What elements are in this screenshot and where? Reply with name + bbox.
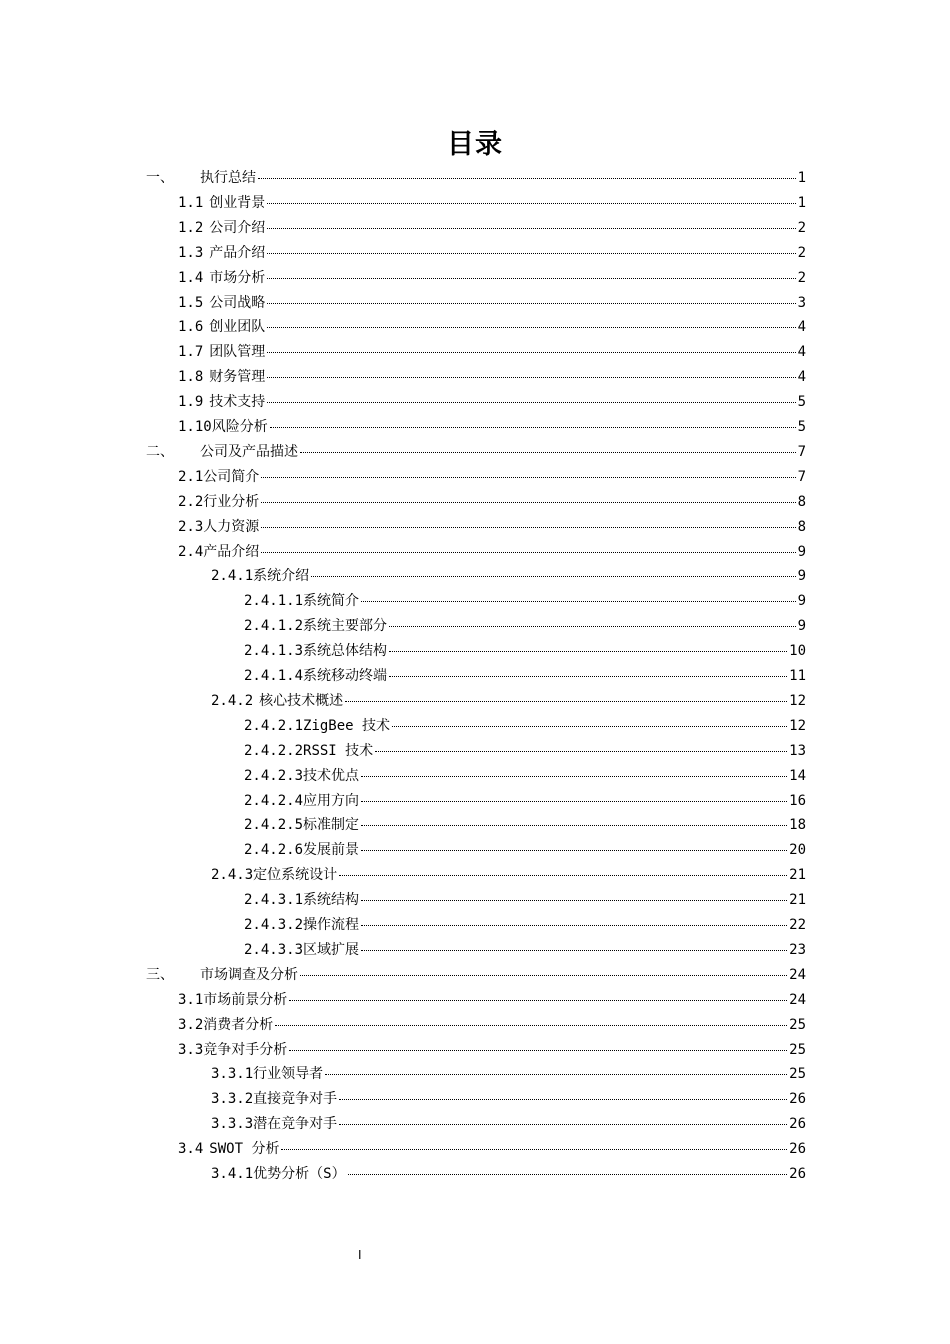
toc-entry[interactable]	[178, 415, 806, 440]
dot-leader	[361, 949, 787, 951]
toc-entry-page: 8	[797, 493, 806, 510]
toc-entry-label: 风险分析	[211, 419, 268, 435]
dot-leader	[361, 899, 787, 901]
toc-entry[interactable]	[178, 291, 806, 316]
toc-entry-label: 创业团队	[209, 319, 266, 336]
toc-entry-page: 5	[797, 394, 806, 411]
toc-entry-page: 25	[789, 1066, 806, 1083]
dot-leader	[267, 302, 795, 304]
toc-entry-label: 公司战略	[209, 294, 266, 311]
toc-entry-number: 2.4.1	[211, 568, 254, 585]
toc-entry-label: ZigBee 技术	[303, 717, 391, 734]
toc-entry-page: 14	[789, 767, 806, 784]
dot-leader	[267, 227, 795, 229]
toc-entry-label: 公司简介	[203, 468, 260, 485]
dot-leader	[339, 874, 787, 876]
toc-entry-number: 一、	[146, 170, 174, 186]
toc-entry-page: 16	[789, 792, 806, 809]
toc-entry-number: 二、	[146, 443, 174, 460]
toc-entry-label: 系统介绍	[253, 568, 310, 585]
toc-entry-page: 4	[797, 369, 806, 386]
toc-entry-label: 应用方向	[303, 792, 360, 809]
toc-entry[interactable]	[244, 589, 806, 614]
toc-entry[interactable]	[146, 440, 806, 465]
toc-entry-label: 公司介绍	[209, 219, 266, 236]
dot-leader	[300, 451, 796, 453]
toc-entry[interactable]	[178, 1137, 806, 1162]
toc-entry-label: 直接竞争对手	[253, 1091, 338, 1108]
toc-entry-label: 优势分析（S）	[253, 1166, 346, 1182]
toc-entry-page: 8	[797, 518, 806, 535]
toc-entry-number: 3.3.2	[211, 1091, 254, 1108]
toc-entry-number: 3.4	[178, 1141, 204, 1158]
dot-leader	[275, 1024, 787, 1026]
toc-entry-number: 2.4.1.2	[244, 618, 304, 635]
dot-leader	[267, 202, 795, 204]
toc-entry-number: 1.5	[178, 294, 204, 311]
toc-entry[interactable]	[244, 764, 806, 789]
toc-entry-page: 22	[789, 917, 806, 933]
toc-entry-label: 系统结构	[303, 892, 360, 909]
toc-entry-page: 26	[789, 1166, 806, 1182]
toc-entry-label: 操作流程	[303, 917, 360, 933]
toc-entry[interactable]	[211, 863, 806, 888]
toc-entry-page: 23	[789, 941, 806, 958]
toc-entry[interactable]	[244, 664, 806, 689]
toc-entry-number: 1.3	[178, 244, 204, 261]
toc-entry-page: 2	[797, 244, 806, 261]
toc-entry-number: 3.3.3	[211, 1116, 254, 1133]
toc-entry[interactable]	[244, 714, 806, 739]
toc-entry-label: 系统简介	[303, 593, 360, 610]
toc-entry[interactable]	[178, 191, 806, 216]
dot-leader	[389, 625, 796, 627]
toc-entry-page: 11	[789, 668, 806, 684]
toc-entry[interactable]	[244, 614, 806, 639]
toc-entry-page: 9	[797, 618, 806, 635]
dot-leader	[361, 824, 787, 826]
toc-entry-label: 创业背景	[209, 194, 266, 211]
dot-leader	[258, 177, 796, 179]
toc-entry-number: 2.4.1.3	[244, 643, 304, 660]
toc-entry[interactable]	[211, 1087, 806, 1112]
toc-entry-label: 技术优点	[303, 767, 360, 784]
toc-entry-page: 12	[789, 717, 806, 734]
toc-entry-page: 12	[789, 692, 806, 709]
dot-leader	[300, 974, 787, 976]
dot-leader	[392, 725, 787, 727]
dot-leader	[267, 252, 795, 254]
toc-entry[interactable]	[178, 465, 806, 490]
toc-entry[interactable]	[178, 515, 806, 540]
toc-entry-label: 定位系统设计	[253, 867, 338, 884]
toc-entry-number: 2.4.1.1	[244, 593, 304, 610]
toc-entry-label: 行业领导者	[253, 1066, 324, 1083]
toc-entry-label: 人力资源	[203, 518, 260, 535]
toc-entry-number: 2.1	[178, 468, 204, 485]
toc-entry-label: 技术支持	[209, 394, 266, 411]
toc-entry[interactable]	[178, 266, 806, 291]
dot-leader	[267, 277, 795, 279]
toc-entry-number: 2.4.2	[211, 692, 254, 709]
toc-entry[interactable]	[178, 365, 806, 390]
toc-entry[interactable]	[244, 813, 806, 838]
toc-entry[interactable]	[178, 216, 806, 241]
toc-entry-number: 2.4.3.2	[244, 917, 304, 933]
toc-entry-label: 团队管理	[209, 344, 266, 361]
dot-leader	[289, 999, 787, 1001]
dot-leader	[270, 426, 796, 428]
toc-entry-number: 2.4.3.3	[244, 941, 304, 958]
dot-leader	[345, 700, 787, 702]
toc-entry-page: 24	[789, 966, 806, 983]
toc-entry-page: 9	[797, 568, 806, 585]
dot-leader	[389, 650, 787, 652]
dot-leader	[339, 1123, 787, 1125]
toc-entry-number: 1.4	[178, 269, 204, 286]
dot-leader	[361, 924, 787, 926]
toc-entry-page: 9	[797, 593, 806, 610]
toc-entry[interactable]	[178, 490, 806, 515]
toc-entry-page: 1	[797, 194, 806, 211]
toc-entry[interactable]	[178, 315, 806, 340]
toc-entry-number: 1.2	[178, 219, 204, 236]
toc-entry-page: 26	[789, 1091, 806, 1108]
toc-entry-page: 18	[789, 817, 806, 834]
toc-entry-number: 2.4.2.6	[244, 842, 304, 859]
dot-leader	[361, 775, 787, 777]
toc-entry-label: 执行总结	[200, 170, 256, 186]
toc-entry-label: 产品介绍	[203, 543, 260, 560]
toc-entry[interactable]	[244, 739, 806, 764]
toc-entry-page: 2	[797, 269, 806, 286]
toc-entry-label: 系统移动终端	[303, 668, 388, 684]
toc-entry-page: 13	[789, 742, 806, 759]
toc-entry[interactable]	[146, 963, 806, 988]
toc-entry[interactable]	[211, 1162, 806, 1187]
toc-entry[interactable]	[211, 1112, 806, 1137]
toc-entry[interactable]	[178, 1013, 806, 1038]
toc-entry-label: 标准制定	[303, 817, 360, 834]
toc-entry-number: 3.3	[178, 1041, 204, 1058]
toc-entry[interactable]	[244, 888, 806, 913]
toc-entry-label: 市场前景分析	[203, 991, 288, 1008]
toc-entry-page: 7	[797, 443, 806, 460]
dot-leader	[311, 575, 795, 577]
dot-leader	[361, 849, 787, 851]
toc-entry[interactable]	[178, 988, 806, 1013]
toc-entry-number: 1.1	[178, 194, 204, 211]
dot-leader	[261, 501, 795, 503]
toc-entry-label: 系统总体结构	[303, 643, 388, 660]
toc-entry[interactable]	[178, 340, 806, 365]
toc-entry-number: 3.3.1	[211, 1066, 254, 1083]
toc-entry[interactable]	[244, 838, 806, 863]
dot-leader	[289, 1049, 787, 1051]
toc-entry[interactable]	[178, 241, 806, 266]
toc-entry-number: 三、	[146, 966, 174, 983]
toc-entry-label: 发展前景	[303, 842, 360, 859]
toc-entry-page: 24	[789, 991, 806, 1008]
dot-leader	[267, 351, 795, 353]
dot-leader	[348, 1173, 788, 1175]
toc-entry-number: 2.4.3.1	[244, 892, 304, 909]
toc-entry-page: 1	[797, 170, 806, 186]
toc-entry-page: 26	[789, 1141, 806, 1158]
toc-entry-label: 区域扩展	[303, 941, 360, 958]
toc-entry-number: 1.6	[178, 319, 204, 336]
toc-entry-label: 竞争对手分析	[203, 1041, 288, 1058]
toc-entry[interactable]	[244, 639, 806, 664]
toc-entry-page: 21	[789, 892, 806, 909]
dot-leader	[281, 1148, 787, 1150]
toc-entry-number: 2.4.2.1	[244, 717, 304, 734]
toc-entry-label: 系统主要部分	[303, 618, 388, 635]
dot-leader	[361, 800, 787, 802]
dot-leader	[361, 600, 796, 602]
toc-entry-number: 1.10	[178, 419, 212, 435]
dot-leader	[267, 401, 795, 403]
toc-entry-number: 2.4.2.3	[244, 767, 304, 784]
toc-entry[interactable]	[244, 789, 806, 814]
toc-entry[interactable]	[211, 1062, 806, 1087]
toc-entry-page: 25	[789, 1041, 806, 1058]
toc-entry[interactable]	[244, 913, 806, 938]
toc-entry-label: 潜在竞争对手	[253, 1116, 338, 1133]
toc-entry[interactable]	[244, 938, 806, 963]
toc-entry-label: 市场分析	[209, 269, 266, 286]
toc-entry-number: 2.4.2.4	[244, 792, 304, 809]
toc-entry-number: 3.2	[178, 1016, 204, 1033]
toc-entry-page: 10	[789, 643, 806, 660]
toc-entry-label: 核心技术概述	[259, 692, 344, 709]
toc-entry-page: 4	[797, 319, 806, 336]
toc-entry[interactable]	[178, 1038, 806, 1063]
toc-entry-number: 1.8	[178, 369, 204, 386]
footer-page-number: I	[358, 1248, 362, 1262]
toc-entry-number: 2.4.2.5	[244, 817, 304, 834]
page-title: 目录	[447, 129, 503, 160]
toc-entry-page: 9	[797, 543, 806, 560]
toc-entry-page: 21	[789, 867, 806, 884]
dot-leader	[267, 376, 795, 378]
toc-entry-number: 3.1	[178, 991, 204, 1008]
toc-entry-page: 26	[789, 1116, 806, 1133]
toc-entry-page: 5	[797, 419, 806, 435]
dot-leader	[261, 476, 795, 478]
toc-entry-label: 市场调查及分析	[200, 966, 298, 983]
toc-entry-page: 4	[797, 344, 806, 361]
toc-entry[interactable]	[211, 689, 806, 714]
dot-leader	[339, 1098, 787, 1100]
toc-entry-label: 财务管理	[209, 369, 266, 386]
toc-entry-number: 2.2	[178, 493, 204, 510]
toc-entry[interactable]	[178, 540, 806, 565]
toc-entry-number: 2.4.2.2	[244, 742, 304, 759]
toc-entry-page: 20	[789, 842, 806, 859]
toc-entry-label: 产品介绍	[209, 244, 266, 261]
toc-entry-label: SWOT 分析	[209, 1141, 280, 1158]
toc-entry-number: 2.4.3	[211, 867, 254, 884]
toc-entry-page: 2	[797, 219, 806, 236]
toc-entry-number: 2.4	[178, 543, 204, 560]
dot-leader	[261, 551, 795, 553]
toc-entry-label: 公司及产品描述	[200, 443, 298, 460]
toc-entry-page: 7	[797, 468, 806, 485]
toc-entry-number: 2.4.1.4	[244, 668, 304, 684]
toc-entry-number: 3.4.1	[211, 1166, 254, 1182]
toc-entry[interactable]	[178, 390, 806, 415]
toc-entry[interactable]	[211, 564, 806, 589]
toc-entry-label: 消费者分析	[203, 1016, 274, 1033]
toc-entry-label: RSSI 技术	[303, 742, 374, 759]
toc-entry[interactable]	[146, 166, 806, 191]
toc-entry-number: 1.9	[178, 394, 204, 411]
toc-entry-page: 3	[797, 294, 806, 311]
toc-entry-number: 2.3	[178, 518, 204, 535]
dot-leader	[375, 750, 787, 752]
dot-leader	[325, 1073, 787, 1075]
dot-leader	[389, 675, 787, 677]
toc-entry-page: 25	[789, 1016, 806, 1033]
toc-entry-label: 行业分析	[203, 493, 260, 510]
toc-entry-number: 1.7	[178, 344, 204, 361]
dot-leader	[261, 526, 795, 528]
dot-leader	[267, 326, 795, 328]
